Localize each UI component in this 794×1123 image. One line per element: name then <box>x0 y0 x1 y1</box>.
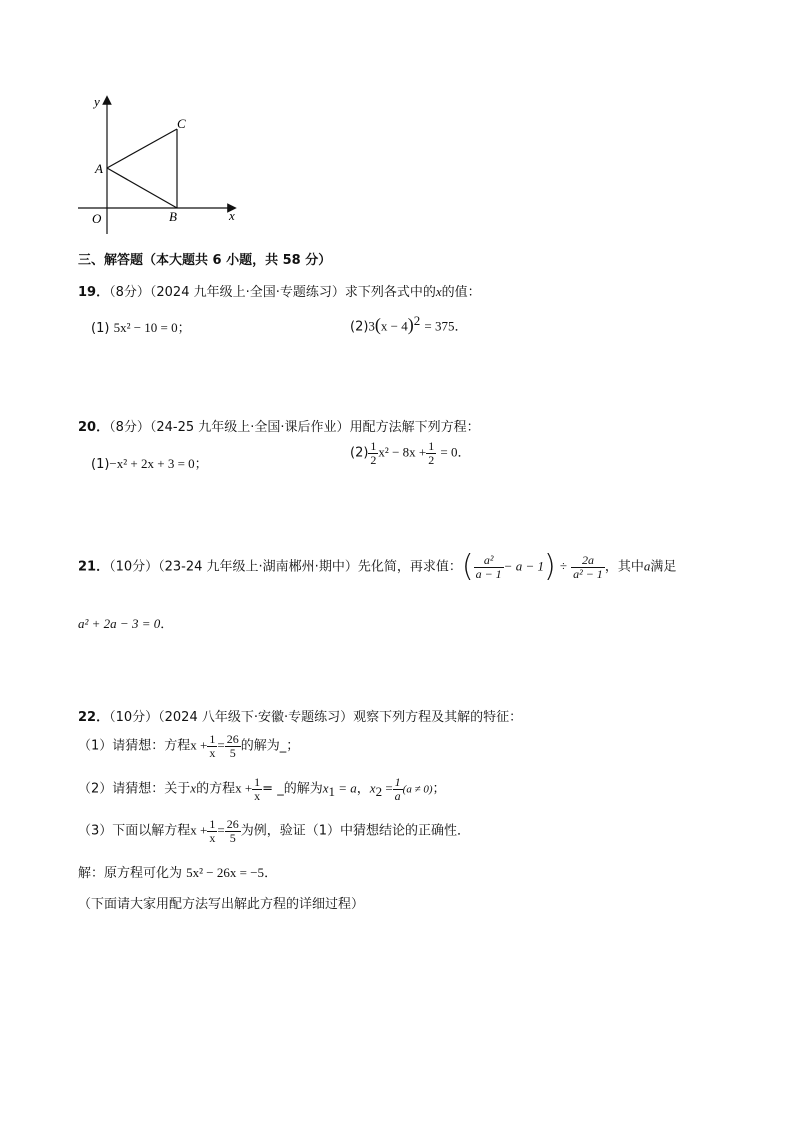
q22-points: （10分） <box>109 710 159 725</box>
q22-p1-num2: 26 <box>226 732 239 746</box>
q21-f2-den: a² − 1 <box>573 566 603 581</box>
q19-stem: 求下列各式中的 <box>344 285 436 300</box>
q21-end: ． <box>160 617 174 632</box>
q21-f1-num: a² <box>474 554 504 568</box>
q21-f1-den: a − 1 <box>475 566 502 581</box>
q20-p1-end: ； <box>194 457 208 472</box>
q22-p3-num2: 26 <box>226 817 239 831</box>
q20-source: （24-25 九年级上·全国·课后作业） <box>149 420 350 435</box>
q21-after2: 满足 <box>650 559 677 575</box>
q19-var: x <box>435 284 442 299</box>
segment-ab <box>107 168 177 208</box>
q22-p2-mid: 的方程 <box>196 781 236 797</box>
q22-sol-expr: 5x² − 26x = −5 <box>186 865 265 880</box>
q22-part2 <box>78 776 446 802</box>
q19-source: （2024 九年级上·全国·专题练习） <box>149 285 345 300</box>
q22-p2-end: ； <box>432 781 446 797</box>
q22-p2-x2-sub: 2 <box>375 784 383 800</box>
q22-p2-num: 1 <box>254 775 261 789</box>
q22-p2-var: x <box>190 780 197 796</box>
q21-div: ÷ <box>559 558 567 574</box>
q22-p2-num3: 1 <box>394 775 401 789</box>
q22-p2-x: x + <box>235 780 253 796</box>
label-o: O <box>92 211 102 226</box>
q22-p3-num: 1 <box>209 817 216 831</box>
label-x: x <box>229 208 235 223</box>
q19-number: 19． <box>78 285 110 300</box>
q20-frac2-den: 2 <box>428 452 435 467</box>
q19-p2-coef: 3 <box>368 318 375 334</box>
q21-f2-num: 2a <box>571 554 605 568</box>
q22-number: 22． <box>78 710 110 725</box>
q22-p1-x: x + <box>190 737 208 753</box>
q22-p2-sep: ， <box>356 781 370 797</box>
q22-sol-end: ． <box>264 866 278 881</box>
q22-p1-label: （1）请猜想：方程 <box>78 738 191 754</box>
q19-p2-end: ． <box>454 319 468 335</box>
q21-number: 21． <box>78 559 110 575</box>
q22-p3-den2: 5 <box>229 830 236 845</box>
q22-p1-after: 的解为_； <box>240 738 300 754</box>
q20-frac1-num: 1 <box>370 439 377 453</box>
q21-minus: − a − 1 <box>503 558 544 574</box>
q20-p2-label: (2) <box>350 445 369 461</box>
q19-p1-label: (1) <box>91 321 110 336</box>
q22-p3-den: x <box>209 830 216 845</box>
q20-part1 <box>91 453 208 472</box>
q22-p1-eq: = <box>217 737 225 753</box>
q19-p2-label: (2) <box>350 319 369 335</box>
q22-sol-label: 解：原方程可化为 <box>78 866 183 881</box>
q20-stem: 用配方法解下列方程： <box>349 420 480 435</box>
q21-condition-line <box>78 613 173 632</box>
q22-note: （下面请大家用配方法写出解此方程的详细过程） <box>78 897 365 912</box>
q22-p2-x1: x <box>322 780 329 796</box>
q22-p1-den2: 5 <box>229 745 236 760</box>
question-21: 21．（10分）（23-24 九年级上·湖南郴州·期中）先化简，再求值：( $\frac{\text{a²}}{a - 1}$ − a − 1) ÷ $\frac{2a}{\text{a² − 1}}$ ，其中a满足 <box>78 549 677 584</box>
q22-p2-x2: x <box>369 780 376 796</box>
label-c: C <box>177 116 186 131</box>
q22-p3-eq: = <box>217 822 225 838</box>
q21-stem: 先化简，再求值： <box>357 559 462 575</box>
q19-stem-end: 的值： <box>441 285 481 300</box>
label-b: B <box>169 209 177 224</box>
q21-source: （23-24 九年级上·湖南郴州·期中） <box>158 559 358 575</box>
q20-number: 20． <box>78 420 110 435</box>
q20-frac2-num: 1 <box>428 439 435 453</box>
q19-p2-inner: x − 4 <box>380 318 408 334</box>
q20-points: （8分） <box>109 420 150 435</box>
q19-p1-expr: 5x² − 10 = 0 <box>113 320 178 335</box>
q20-p2-end: ． <box>457 445 471 461</box>
q22-p2-den: x <box>254 788 261 803</box>
q22-p3-label: （3）下面以解方程 <box>78 823 191 839</box>
q22-part1 <box>78 733 299 759</box>
q21-after: ，其中 <box>604 559 644 575</box>
q20-p2-tail: = 0 <box>440 444 458 460</box>
q22-p2-x1-val: = a <box>334 780 357 796</box>
q20-p1-label: (1) <box>91 457 110 472</box>
q22-part3 <box>78 818 470 844</box>
q20-part2 <box>350 440 470 466</box>
q21-points: （10分） <box>109 559 159 575</box>
q19-part1 <box>91 317 191 336</box>
question-20 <box>78 416 480 435</box>
q22-p1-den: x <box>209 745 216 760</box>
q22-source: （2024 八年级下·安徽·专题练习） <box>158 710 354 725</box>
q22-p1-num: 1 <box>209 732 216 746</box>
q19-p1-end: ； <box>177 321 191 336</box>
q22-p2-after: = _的解为 <box>262 781 323 797</box>
question-22 <box>78 706 522 725</box>
q20-p2-mid: x² − 8x + <box>378 444 427 460</box>
q19-points: （8分） <box>109 285 150 300</box>
question-19 <box>78 281 481 300</box>
q20-frac1-den: 2 <box>370 452 377 467</box>
q22-p2-den3: a <box>394 788 401 803</box>
q19-p2-rhs: = 375 <box>424 318 455 334</box>
q22-solution <box>78 862 277 881</box>
q19-part2: $(2)3(x - 4)^2 = 375$． <box>350 313 468 335</box>
q22-p3-after: 为例，验证（1）中猜想结论的正确性． <box>240 823 470 839</box>
q21-var: a <box>643 558 651 574</box>
q22-stem: 观察下列方程及其解的特征： <box>353 710 523 725</box>
q22-p3-x: x + <box>190 822 208 838</box>
q22-p2-x1-sub: 1 <box>328 784 335 800</box>
triangle-figure <box>72 92 247 237</box>
q22-p2-label: （2）请猜想：关于 <box>78 781 191 797</box>
q22-p2-x2-eq: = <box>382 780 393 796</box>
q22-p2-cond: (a ≠ 0) <box>402 783 433 796</box>
q21-condition: a² + 2a − 3 = 0 <box>78 616 161 631</box>
section-heading: 三、解答题（本大题共 6 小题，共 58 分） <box>78 253 332 268</box>
q20-p1-expr: −x² + 2x + 3 = 0 <box>109 456 195 471</box>
label-y: y <box>94 94 100 109</box>
segment-ac <box>107 129 177 168</box>
label-a: A <box>95 161 103 176</box>
